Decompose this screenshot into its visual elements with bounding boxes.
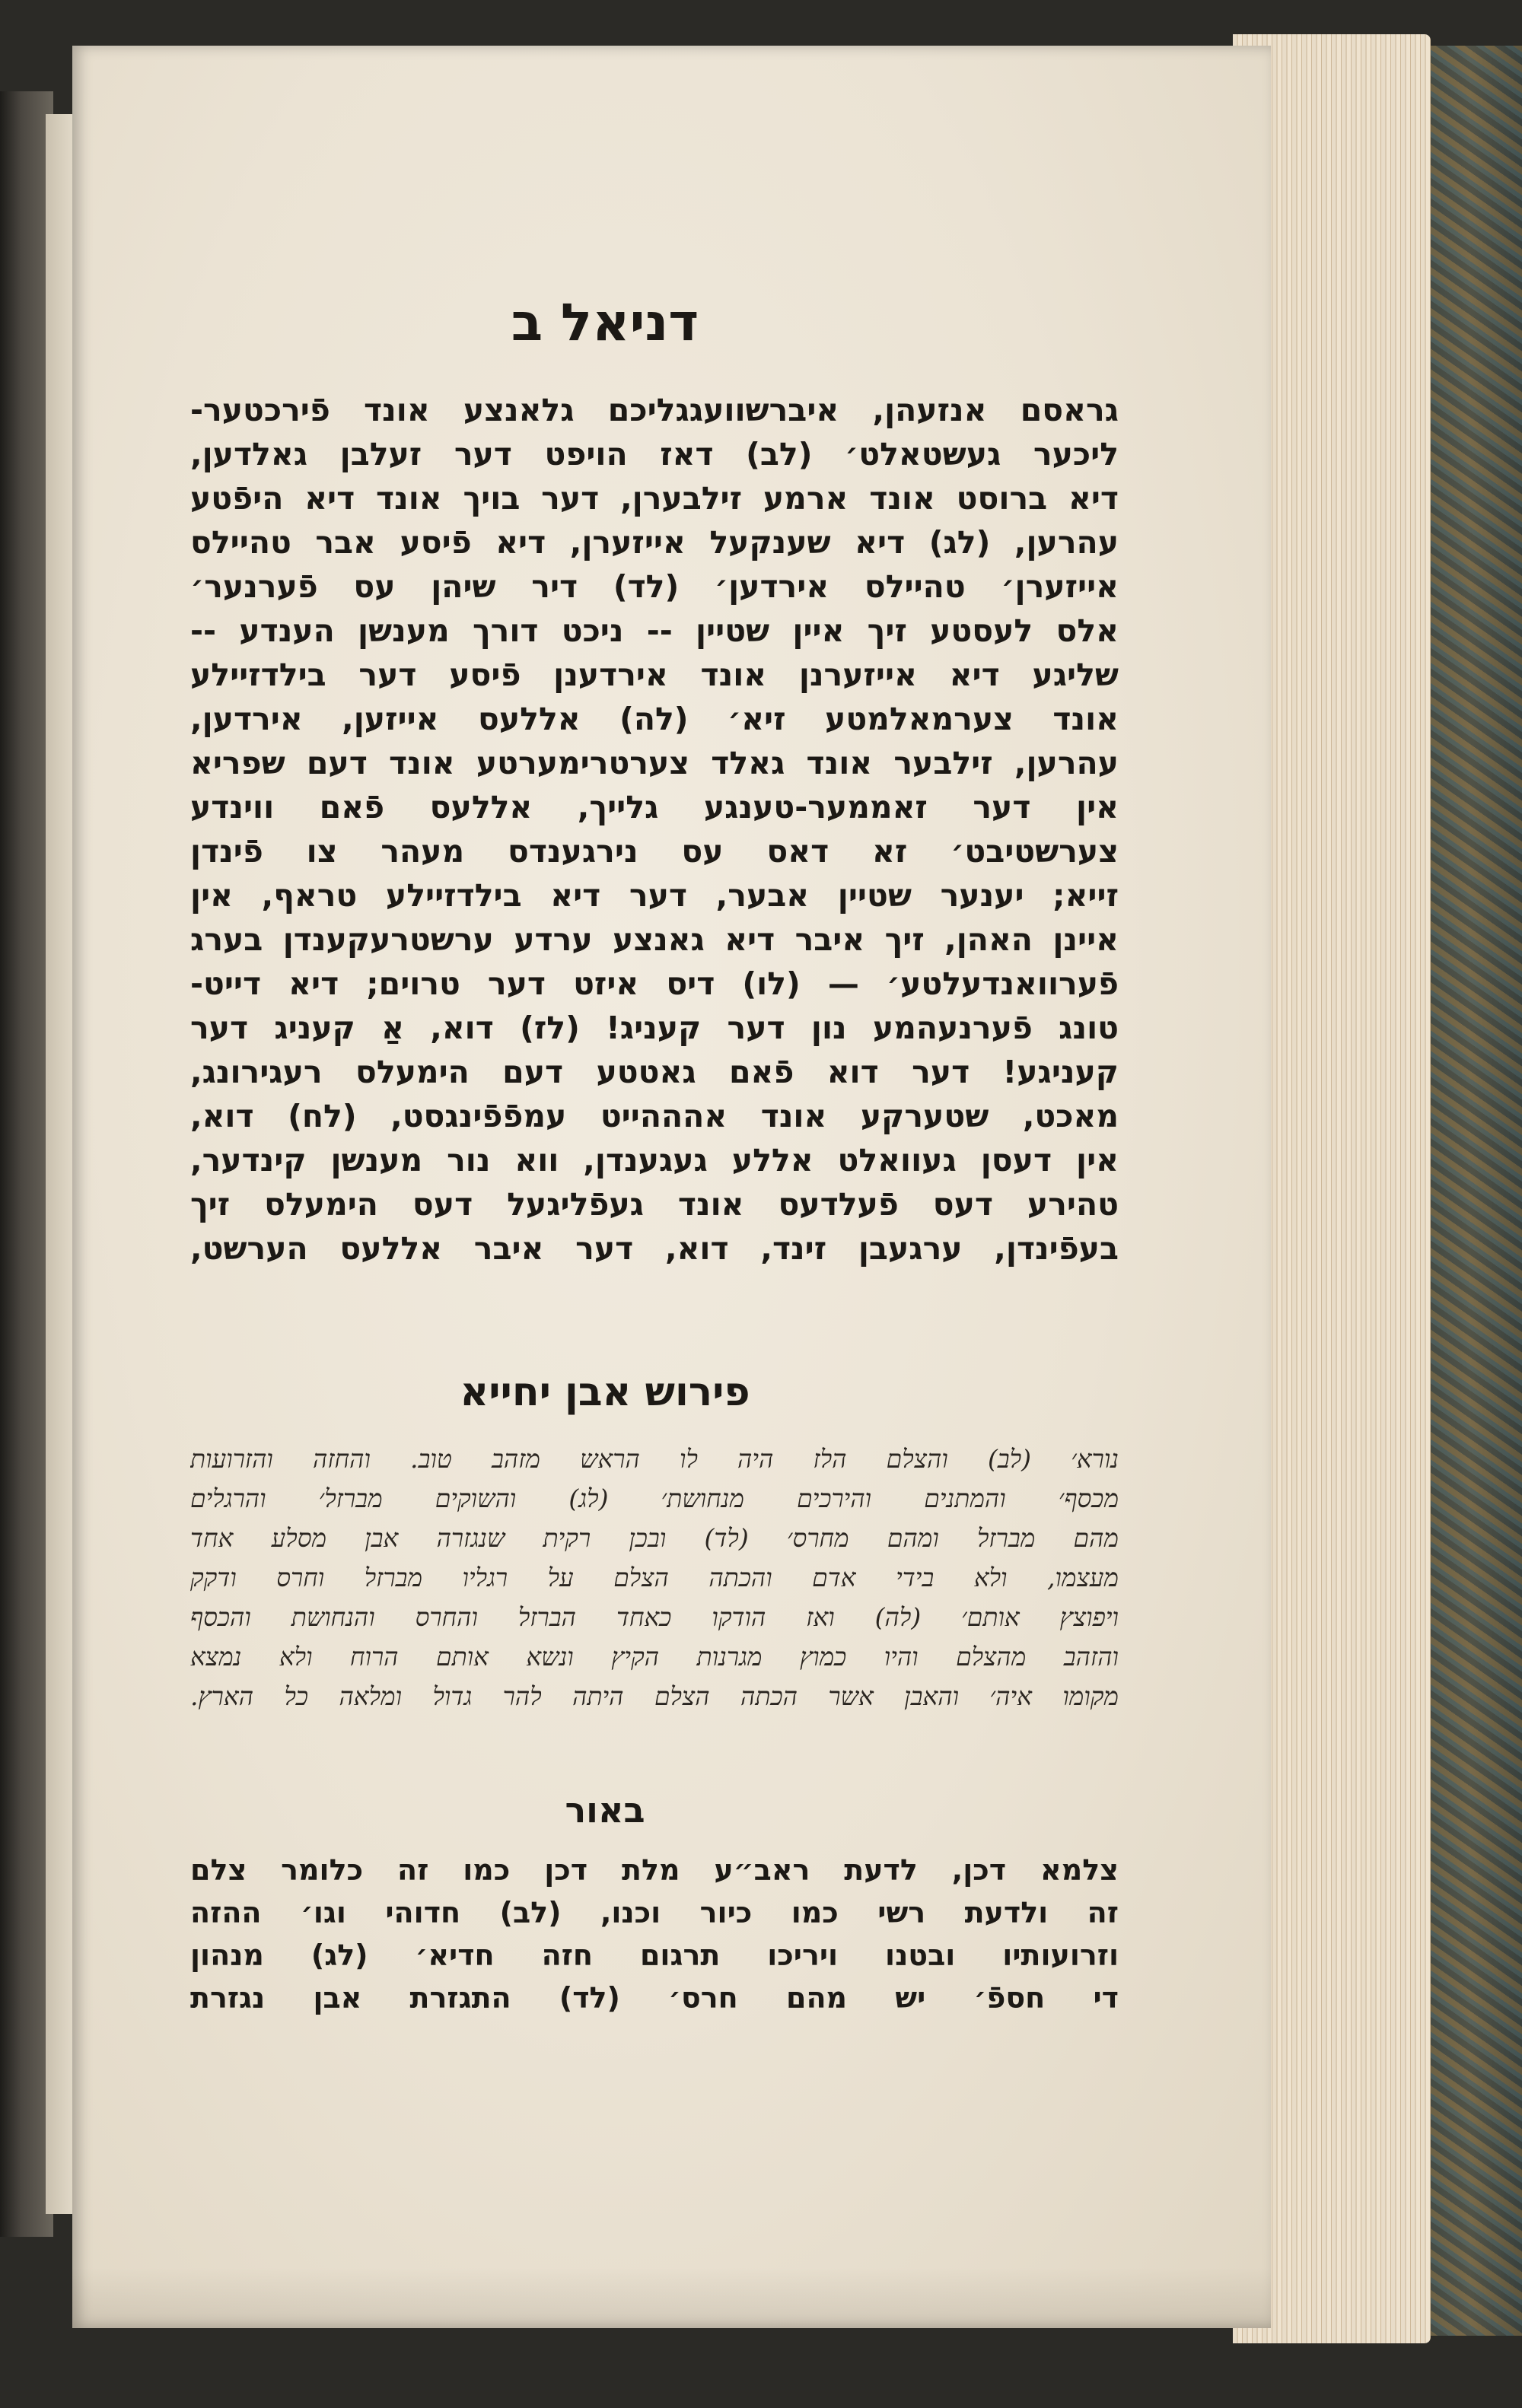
main-text-line: קעניגע! דער דוא פֿאם גאטטע דעם הימעלס רעגירונג,: [190, 1054, 1119, 1090]
facing-page-strip: [46, 114, 76, 2214]
main-text-line: שליגע דיא אייזערנן אונד אירדענן פֿיסע דער בילדזיילע: [190, 657, 1119, 693]
biur-line: צלמא דכן, לדעת ראב״ע מלת דכן כמו זה כלומר צלם: [190, 1853, 1119, 1887]
main-text-line: צערשטיבט׳ זא דאס עס נירגענדס מעהר צו פֿינדן: [190, 833, 1119, 870]
book-page: [72, 46, 1271, 2328]
commentary-text-block: [190, 1439, 1119, 1716]
main-text-line: דיא ברוסט אונד ארמע זילבערן, דער בויך אונד דיא היפֿטע: [190, 480, 1119, 517]
biur-line: וזרועותיו ובטנו ויריכו תרגום חזה חדיא׳ (לג) מנהון: [190, 1939, 1119, 1972]
commentary-line: ויפוצץ אותם׳ (לה) ואז הודקו כאחד הברזל והחרס והנחושת והכסף: [190, 1602, 1119, 1632]
commentary-line: מכסף׳ והמתנים והירכים מנחושת׳ (לג) והשוקים מברזל׳ והרגלים: [190, 1484, 1119, 1513]
page-shadow: [72, 2267, 1271, 2328]
main-text-block: [190, 388, 1119, 1271]
biur-text-block: [190, 1849, 1119, 2019]
main-text-line: עהרען, (לג) דיא שענקעל אייזערן, דיא פֿיסע אבר טהיילס: [190, 524, 1119, 561]
main-text-line: אין דעסן געוואלט אללע געגענדן, ווא נור מענשן קינדער,: [190, 1142, 1119, 1179]
commentary-line: מקומו איה׳ והאבן אשר הכתה הצלם היתה להר גדול ומלאה כל הארץ.: [190, 1681, 1119, 1711]
commentary-line: מהם מברזל ומהם מחרס׳ (לד) ובכן רקית שנגזרה אבן מסלע אחד: [190, 1523, 1119, 1553]
biur-heading: באור: [565, 1789, 645, 1831]
main-text-line: טהירע דעס פֿעלדעס אונד געפֿליגעל דעס הימעלס זיך: [190, 1186, 1119, 1223]
main-text-line: אלס לעסטע זיך איין שטיין -- ניכט דורך מענשן הענדע --: [190, 612, 1119, 649]
main-text-line: גראסם אנזעהן, איברשוועגגליכם גלאנצע אונד פֿירכטער-: [190, 392, 1119, 428]
main-text-line: בעפֿינדן, ערגעבן זינד, דוא, דער איבר אללעס הערשט,: [190, 1230, 1119, 1267]
commentary-heading: פירוש אבן יחייא: [460, 1369, 750, 1415]
main-text-line: מאכט, שטערקע אונד אהההייט עמפֿפֿינגסט, (לח) דוא,: [190, 1098, 1119, 1134]
biur-line: די חספֿ׳ יש מהם חרס׳ (לד) התגזרת אבן נגזרת: [190, 1981, 1119, 2015]
main-text-line: זייא; יענער שטיין אבער, דער דיא בילדזיילע טראף, אין: [190, 877, 1119, 914]
main-text-line: עהרען, זילבער אונד גאלד צערטרימערטע אונד דעם שפריא: [190, 745, 1119, 781]
marbled-cover: [1416, 46, 1522, 2336]
page-header: דניאל ב: [511, 293, 699, 353]
main-text-line: ליכער געשטאלט׳ (לב) דאז הויפט דער זעלבן גאלדען,: [190, 436, 1119, 472]
commentary-line: והזהב מהצלם והיו כמוץ מגרנות הקיץ ונשא אותם הרוח ולא נמצא: [190, 1642, 1119, 1672]
main-text-line: אונד צערמאלמטע זיא׳ (לה) אללעס אייזען, אירדען,: [190, 701, 1119, 737]
main-text-line: אייזערן׳ טהיילס אירדען׳ (לד) דיר שיהן עס פֿערנער׳: [190, 568, 1119, 605]
main-text-line: טונג פֿערנעהמע נון דער קעניג! (לז) דוא, אַ קעניג דער: [190, 1010, 1119, 1046]
main-text-line: איינן האהן, זיך איבר דיא גאנצע ערדע ערשטרעקענדן בערג: [190, 921, 1119, 958]
commentary-line: נורא׳ (לב) והצלם הלז היה לו הראש מזהב טוב. והחזה והזרועות: [190, 1444, 1119, 1474]
biur-line: זה ולדעת רשי כמו כיור וכנו, (לב) חדוהי וגו׳ ההזה: [190, 1896, 1119, 1929]
commentary-line: מעצמו, ולא בידי אדם והכתה הצלם על רגליו מברזל וחרס ודקק: [190, 1563, 1119, 1592]
main-text-line: פֿערוואנדעלטע׳ — (לו) דיס איזט דער טרוים; דיא דייט-: [190, 965, 1119, 1002]
main-text-line: אין דער זאממער-טענגע גלייך, אללעס פֿאם ווינדע: [190, 789, 1119, 825]
